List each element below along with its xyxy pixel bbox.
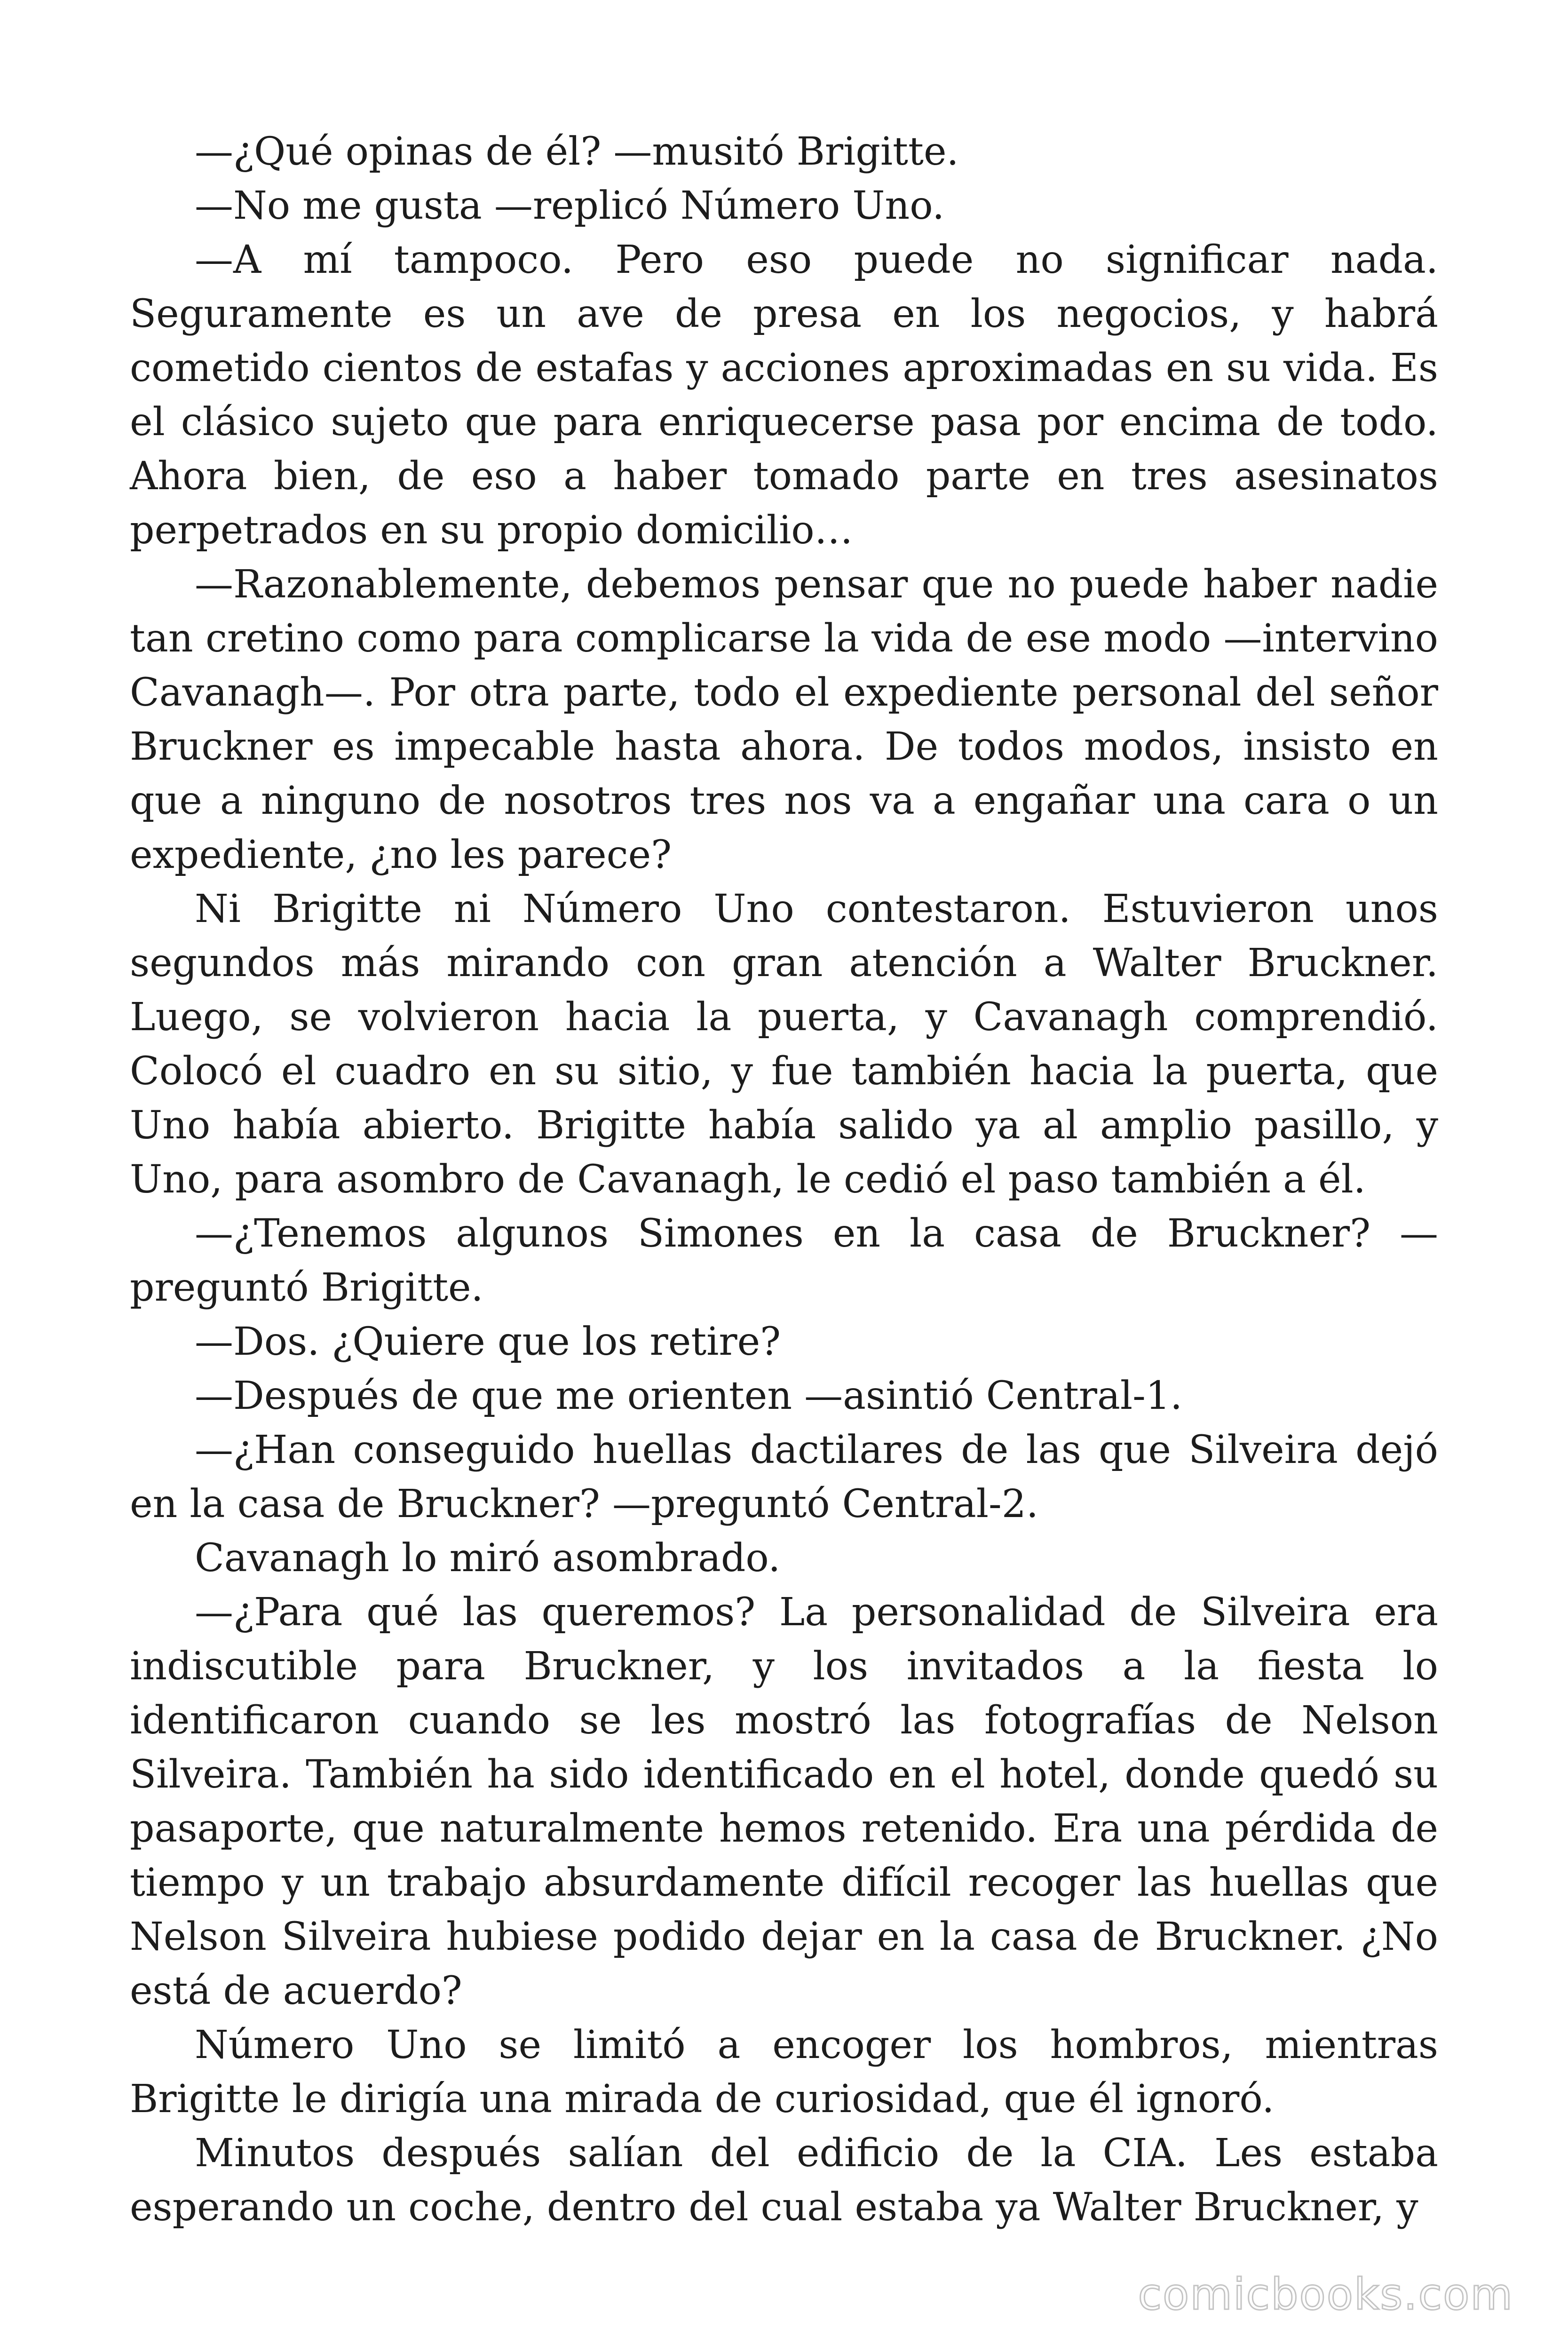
paragraph-2: —No me gusta —replicó Número Uno. xyxy=(195,183,945,228)
paragraph-6: —¿Tenemos algunos Simones en la casa de Bruckner? —preguntó Brigitte. xyxy=(130,1211,1438,1310)
paragraph-10: Cavanagh lo miró asombrado. xyxy=(195,1536,781,1581)
paragraph-3: —A mí tampoco. Pero eso puede no significar nada. Seguramente es un ave de presa en los negocios, y habrá cometido cientos de estafas y acciones aproximadas en su vida. Es el clásico sujeto que para enriquecerse pasa por encima de todo. Ahora bien, de eso a haber tomado parte en tres asesinatos perpetrados en su propio domicilio… xyxy=(130,238,1438,553)
paragraph-1: —¿Qué opinas de él? —musitó Brigitte. xyxy=(195,129,959,174)
page-text xyxy=(130,125,1438,2234)
paragraph-8: —Después de que me orienten —asintió Central-1. xyxy=(195,1374,1183,1418)
paragraph-5: Ni Brigitte ni Número Uno contestaron. Estuvieron unos segundos más mirando con gran atención a Walter Bruckner. Luego, se volvieron hacia la puerta, y Cavanagh comprendió. Colocó el cuadro en su sitio, y fue también hacia la puerta, que Uno había abierto. Brigitte había salido ya al amplio pasillo, y Uno, para asombro de Cavanagh, le cedió el paso también a él. xyxy=(130,887,1438,1202)
paragraph-7: —Dos. ¿Quiere que los retire? xyxy=(195,1319,781,1364)
paragraph-13: Minutos después salían del edificio de la CIA. Les estaba esperando un coche, dentro del cual estaba ya Walter Bruckner, y xyxy=(130,2131,1438,2230)
paragraph-11: —¿Para qué las queremos? La personalidad de Silveira era indiscutible para Bruckner, y los invitados a la fiesta lo identificaron cuando se les mostró las fotografías de Nelson Silveira. También ha sido identificado en el hotel, donde quedó su pasaporte, que naturalmente hemos retenido. Era una pérdida de tiempo y un trabajo absurdamente difícil recoger las huellas que Nelson Silveira hubiese podido dejar en la casa de Bruckner. ¿No está de acuerdo? xyxy=(130,1590,1438,2013)
paragraph-12: Número Uno se limitó a encoger los hombros, mientras Brigitte le dirigía una mirada de curiosidad, que él ignoró. xyxy=(130,2023,1438,2122)
paragraph-4: —Razonablemente, debemos pensar que no puede haber nadie tan cretino como para complicarse la vida de ese modo —intervino Cavanagh—. Por otra parte, todo el expediente personal del señor Bruckner es impecable hasta ahora. De todos modos, insisto en que a ninguno de nosotros tres nos va a engañar una cara o un expediente, ¿no les parece? xyxy=(130,562,1438,877)
paragraph-9: —¿Han conseguido huellas dactilares de las que Silveira dejó en la casa de Bruckner? —preguntó Central-2. xyxy=(130,1428,1438,1526)
watermark: comicbooks.com xyxy=(1138,2269,1513,2320)
